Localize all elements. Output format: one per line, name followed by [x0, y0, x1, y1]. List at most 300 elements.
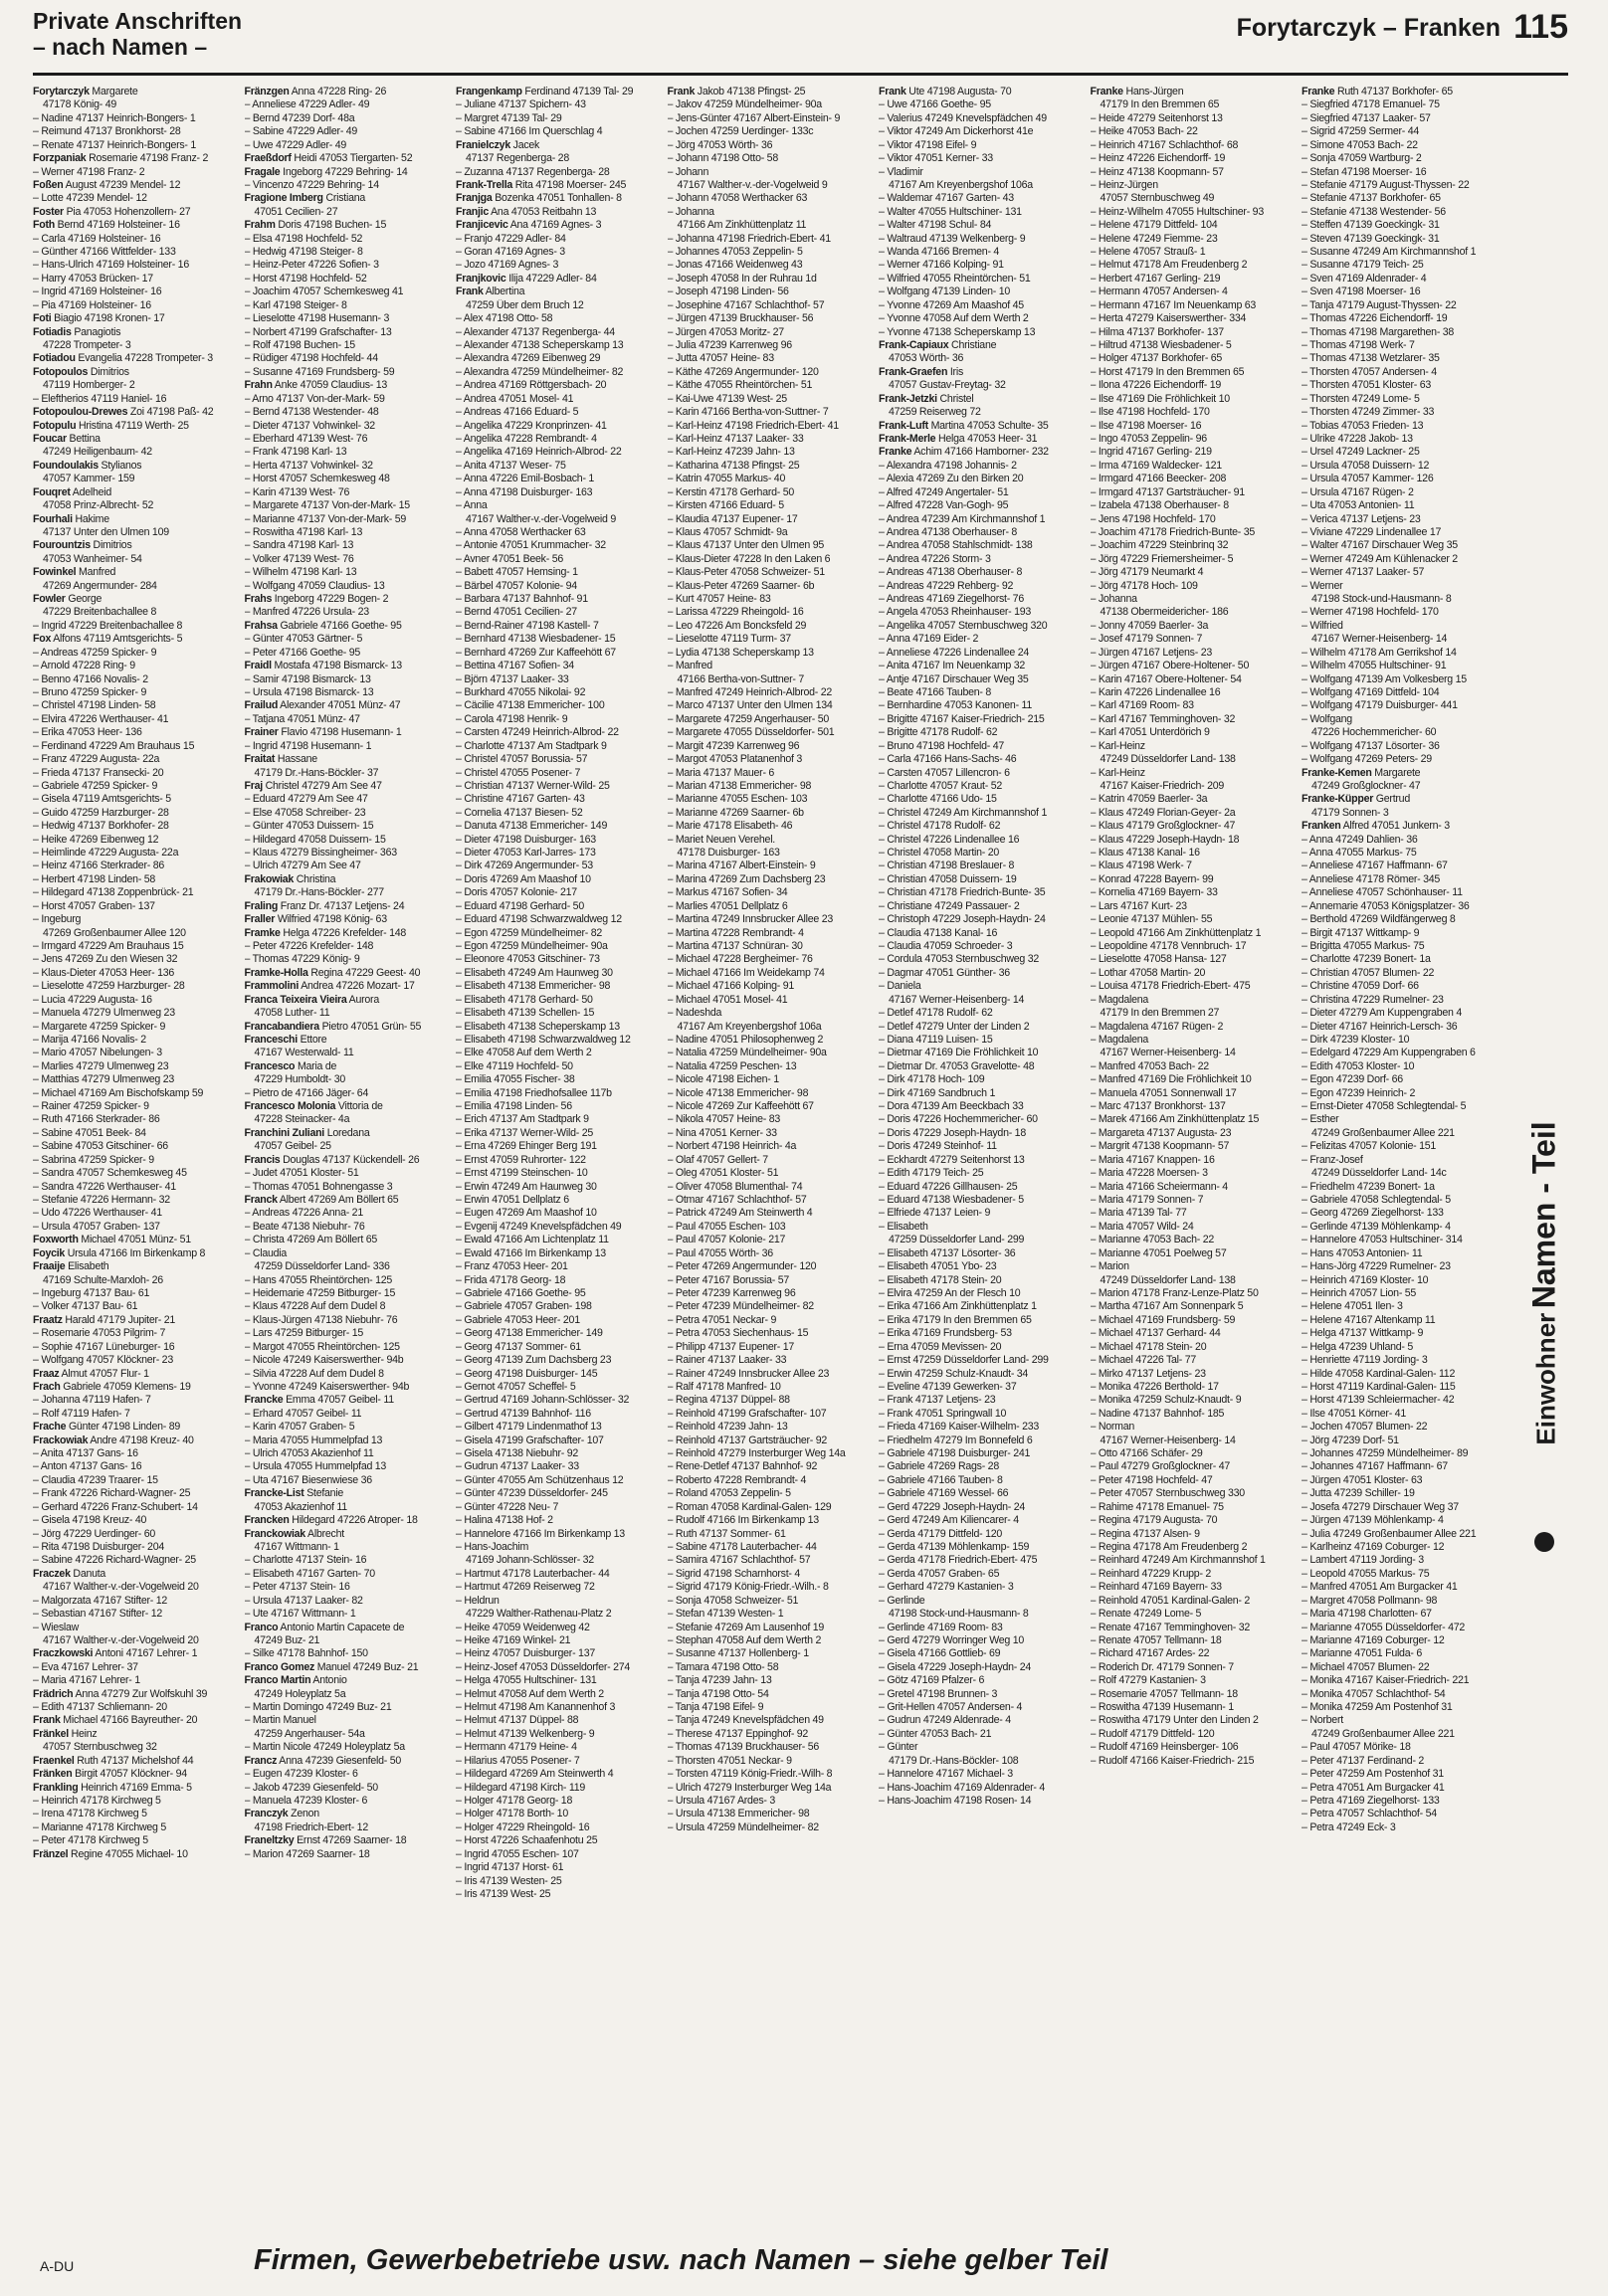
directory-entry: [245, 873, 451, 886]
entry-text: – Sabine 47053 Gitschiner- 66: [33, 1140, 168, 1153]
entry-text: – Karin 47226 Lindenallee 16: [1090, 685, 1221, 698]
entry-text: – Gerda 47179 Dittfeld- 120: [879, 1527, 1002, 1540]
entry-text: Manuel 47249 Buz- 21: [314, 1660, 419, 1673]
entry-text: – Horst 47057 Schemkesweg 48: [244, 473, 390, 485]
entry-text: Heinz: [68, 1727, 98, 1740]
directory-entry: [879, 1167, 1085, 1180]
entry-text: – Stefanie 47137 Borkhofer- 65: [1302, 192, 1441, 205]
entry-text: – Rainer 47259 Spicker- 9: [33, 1100, 149, 1113]
directory-entry: [33, 1728, 239, 1741]
directory-entry: [33, 1060, 239, 1073]
directory-entry: [879, 1755, 1085, 1768]
directory-entry: [245, 393, 451, 406]
entry-text: – Charlotte 47166 Udo- 15: [879, 793, 997, 806]
entry-text: – Roswitha 47179 Unter den Linden 2: [1090, 1714, 1259, 1727]
entry-surname: Franco Gomez: [244, 1660, 315, 1673]
entry-text: – Cordula 47053 Sternbuschweg 32: [879, 953, 1040, 966]
entry-text: – Reimund 47137 Bronkhorst- 28: [33, 125, 181, 138]
directory-entry: [1091, 1741, 1297, 1754]
entry-text: Zoi 47198 Paß- 42: [127, 406, 214, 419]
entry-text: – Sven 47169 Aldenrader- 4: [1302, 272, 1427, 285]
directory-entry: [456, 379, 662, 392]
entry-surname: Frainer: [244, 726, 279, 739]
entry-text: – Christoph 47229 Joseph-Haydn- 24: [879, 913, 1046, 926]
entry-text: – Jürgen 47167 Letjens- 23: [1090, 646, 1212, 659]
entry-text: – Maria 47055 Hummelpfad 13: [244, 1434, 383, 1446]
directory-entry: [245, 953, 451, 966]
directory-entry: [668, 312, 874, 325]
directory-entry: [33, 900, 239, 913]
entry-text: Ferdinand 47139 Tal- 29: [521, 86, 634, 97]
directory-entry: [1302, 1821, 1508, 1834]
entry-surname: Foundoulakis: [33, 459, 99, 472]
entry-text: – Andreas 47166 Eduard- 5: [456, 406, 579, 419]
directory-entry: [33, 1701, 239, 1714]
directory-entry: [668, 1647, 874, 1660]
directory-entry: [245, 1021, 451, 1034]
directory-entry: [1302, 1741, 1508, 1754]
entry-surname: Franke-Kemen: [1302, 766, 1372, 779]
directory-entry: [879, 513, 1085, 526]
entry-text: – Brigitte 47167 Kaiser-Friedrich- 215: [879, 712, 1045, 725]
directory-entry: [245, 1140, 451, 1153]
directory-entry: [456, 299, 662, 312]
directory-entry: [1091, 366, 1297, 379]
entry-text: – Christiane 47249 Passauer- 2: [879, 899, 1020, 912]
directory-entry: [879, 1021, 1085, 1034]
directory-entry: [879, 553, 1085, 566]
side-tab-label: [1526, 1121, 1563, 1444]
directory-entry: [456, 1127, 662, 1140]
directory-entry: [245, 1554, 451, 1567]
directory-entry: [879, 967, 1085, 980]
entry-text: – Stefanie 47269 Am Lausenhof 19: [667, 1621, 825, 1633]
directory-entry: [245, 1808, 451, 1820]
directory-entry: [33, 379, 239, 392]
directory-entry: [1302, 1260, 1508, 1273]
directory-entry: [33, 1501, 239, 1514]
entry-text: – Helene 47057 Strauß- 1: [1090, 246, 1206, 259]
entry-text: – Magdalena: [1090, 1033, 1149, 1046]
directory-entry: [668, 233, 874, 246]
directory-entry: [1302, 994, 1508, 1007]
entry-text: – Christian 47058 Duissern- 19: [879, 872, 1017, 885]
directory-entry: [33, 1460, 239, 1473]
entry-text: – Walter 47055 Hultschiner- 131: [879, 205, 1022, 218]
entry-text: – Frieda 47137 Fransecki- 20: [33, 766, 164, 779]
directory-entry: [456, 807, 662, 820]
entry-text: – Erna 47269 Ehinger Berg 191: [456, 1140, 597, 1153]
directory-entry: [1302, 1755, 1508, 1768]
directory-entry: [879, 1073, 1085, 1086]
directory-entry: [879, 1501, 1085, 1514]
directory-entry: [456, 473, 662, 485]
directory-entry: [456, 740, 662, 753]
directory-entry: [879, 259, 1085, 272]
entry-text: – Egon 47239 Dorf- 66: [1302, 1073, 1403, 1086]
directory-entry: [1302, 139, 1508, 152]
entry-text: – Eberhard 47139 West- 76: [244, 432, 368, 445]
directory-entry: [456, 1447, 662, 1460]
directory-entry: [1302, 1073, 1508, 1086]
entry-text: – Klaus-Peter 47058 Schweizer- 51: [667, 566, 825, 579]
entry-text: – Monika 47057 Schlachthof- 54: [1302, 1687, 1446, 1700]
entry-text: – Jörg 47239 Dorf- 51: [1302, 1434, 1399, 1446]
directory-entry: [668, 286, 874, 298]
directory-entry: [456, 1260, 662, 1273]
directory-entry: [245, 673, 451, 686]
directory-entry: [1302, 393, 1508, 406]
entry-text: – Reinhard 47169 Bayern- 33: [1090, 1581, 1222, 1594]
directory-entry: [33, 1581, 239, 1594]
directory-entry: [879, 699, 1085, 712]
entry-text: – Thomas 47139 Bruckhauser- 56: [667, 1741, 819, 1754]
directory-entry: [245, 1821, 451, 1834]
directory-entry: [456, 620, 662, 633]
directory-entry: [1302, 486, 1508, 499]
entry-text: – Sabine 47051 Beek- 84: [33, 1126, 146, 1139]
entry-text: – Renate 47137 Heinrich-Bongers- 1: [33, 138, 197, 151]
directory-entry: [456, 1701, 662, 1714]
directory-entry: [1091, 1408, 1297, 1421]
entry-text: – Gisela 47138 Niebuhr- 92: [456, 1447, 579, 1460]
entry-text: – Gisela 47198 Kreuz- 40: [33, 1514, 147, 1527]
entry-text: 47167 Werner-Heisenberg- 14: [1311, 633, 1448, 646]
directory-entry: [456, 927, 662, 940]
entry-text: – Ursel 47249 Lackner- 25: [1302, 446, 1420, 459]
directory-entry: [33, 566, 239, 579]
entry-text: – Ursula 47058 Duissern- 12: [1302, 459, 1430, 472]
directory-entry: [33, 1541, 239, 1554]
entry-text: – Sandra 47198 Karl- 13: [244, 539, 354, 552]
entry-text: – Anita 47137 Gans- 16: [33, 1447, 138, 1460]
entry-text: – Gabriele 47058 Schlegtendal- 5: [1302, 1194, 1451, 1207]
entry-text: – Marianne 47269 Saarner- 6b: [667, 806, 804, 819]
directory-entry: [1302, 834, 1508, 847]
entry-text: – Andrea 47058 Stahlschmidt- 138: [879, 539, 1033, 552]
entry-text: – Peter 47137 Ferdinand- 2: [1302, 1754, 1425, 1767]
directory-entry: [1302, 927, 1508, 940]
entry-text: Stylianos: [98, 459, 142, 472]
entry-text: Flavio 47198 Husemann- 1: [278, 726, 402, 739]
directory-entry: [1091, 1007, 1297, 1020]
entry-text: – Käthe 47055 Rheintörchen- 51: [667, 379, 813, 392]
directory-entry: [1302, 953, 1508, 966]
directory-entry: [245, 1354, 451, 1367]
directory-entry: [879, 780, 1085, 793]
directory-entry: [245, 1435, 451, 1447]
directory-entry: [1091, 1608, 1297, 1621]
directory-entry: [1091, 513, 1297, 526]
entry-text: – Bernhardine 47053 Kanonen- 11: [879, 699, 1033, 712]
entry-text: – Christel 47178 Rudolf- 62: [879, 820, 1001, 833]
directory-entry: [33, 713, 239, 726]
entry-text: – Horst 47179 In den Bremmen 65: [1090, 365, 1245, 378]
entry-text: – Wolfgang 47139 Am Volkesberg 15: [1302, 672, 1467, 685]
entry-text: – Gabriele 47057 Graben- 198: [456, 1300, 592, 1313]
directory-entry: [1302, 1795, 1508, 1808]
entry-text: – Stephan 47058 Auf dem Werth 2: [667, 1633, 822, 1646]
entry-text: – Jutta 47239 Schiller- 19: [1302, 1487, 1415, 1500]
entry-surname: Frädrich: [33, 1687, 74, 1700]
directory-entry: [1302, 312, 1508, 325]
directory-entry: [33, 1260, 239, 1273]
directory-entry: [456, 1341, 662, 1354]
entry-text: Margarete: [1371, 766, 1421, 779]
directory-entry: [1302, 686, 1508, 699]
entry-surname: Franjic: [456, 205, 489, 218]
entry-text: – Paul 47055 Wörth- 36: [667, 1246, 773, 1259]
directory-entry: [668, 620, 874, 633]
entry-text: Stefanie: [303, 1487, 344, 1500]
directory-entry: [1302, 873, 1508, 886]
directory-entry: [879, 1181, 1085, 1194]
directory-entry: [245, 1394, 451, 1407]
directory-entry: [245, 1701, 451, 1714]
directory-entry: [879, 1608, 1085, 1621]
directory-entry: [33, 446, 239, 459]
entry-text: – Beate 47166 Tauben- 8: [879, 685, 992, 698]
directory-entry: [1091, 1154, 1297, 1167]
entry-text: – Heidemarie 47259 Bitburger- 15: [244, 1286, 396, 1299]
directory-entry: [1091, 1221, 1297, 1234]
directory-entry: [245, 807, 451, 820]
directory-entry: [879, 1554, 1085, 1567]
directory-entry: [1302, 526, 1508, 539]
entry-text: – Gudrun 47249 Aldenrade- 4: [879, 1714, 1011, 1727]
directory-entry: [33, 339, 239, 352]
directory-entry: [33, 1341, 239, 1354]
entry-text: – Ingeburg: [33, 913, 82, 926]
entry-text: 47167 Kaiser-Friedrich- 209: [1100, 779, 1225, 792]
entry-text: 47226 Hochemmericher- 60: [1311, 726, 1437, 739]
entry-text: – Martha 47167 Am Sonnenpark 5: [1090, 1300, 1244, 1313]
directory-entry: [245, 1647, 451, 1660]
entry-text: – Christine 47059 Dorf- 66: [1302, 980, 1419, 993]
entry-text: 47169 Schulte-Marxloh- 26: [43, 1273, 163, 1286]
entry-text: – Sonja 47058 Schweizer- 51: [667, 1594, 799, 1607]
directory-entry: [668, 1821, 874, 1834]
entry-text: – Sandra 47226 Werthauser- 41: [33, 1180, 176, 1193]
directory-entry: [456, 606, 662, 619]
entry-text: – Wolfgang: [1302, 712, 1352, 725]
entry-text: – Ingrid 47167 Gerling- 219: [1090, 446, 1212, 459]
entry-text: – Jutta 47057 Heine- 83: [667, 352, 774, 365]
directory-entry: [879, 726, 1085, 739]
directory-entry: [879, 1087, 1085, 1100]
entry-text: – Irmgard 47229 Am Brauhaus 15: [33, 940, 184, 952]
entry-text: – Annemarie 47053 Königsplatzer- 36: [1302, 899, 1470, 912]
entry-text: Dimitrios: [90, 539, 132, 552]
entry-text: – Cäcilie 47138 Emmericher- 100: [456, 699, 605, 712]
directory-entry: [1091, 1622, 1297, 1634]
entry-text: 47179 Dr.-Hans-Böckler- 37: [254, 766, 379, 779]
entry-text: – Monika 47167 Kaiser-Friedrich- 221: [1302, 1674, 1470, 1687]
entry-text: – Michael 47228 Bergheimer- 76: [667, 953, 813, 966]
entry-surname: Frank: [33, 1714, 61, 1727]
entry-text: – Leopold 47055 Markus- 75: [1302, 1567, 1430, 1580]
column-7: [1302, 86, 1513, 2202]
directory-entry: [33, 526, 239, 539]
directory-entry: [668, 259, 874, 272]
directory-entry: [1091, 460, 1297, 473]
directory-entry: [668, 873, 874, 886]
entry-text: – Samira 47167 Schlachthof- 57: [667, 1554, 811, 1567]
entry-text: – Marianne 47055 Eschen- 103: [667, 793, 808, 806]
directory-entry: [668, 379, 874, 392]
entry-text: – Dieter 47279 Am Kuppengraben 4: [1302, 1007, 1463, 1020]
directory-entry: [33, 246, 239, 259]
entry-text: – Marion: [1090, 1260, 1129, 1273]
directory-entry: [879, 286, 1085, 298]
entry-text: – Henriette 47119 Jording- 3: [1302, 1354, 1428, 1367]
entry-text: – Wolfgang 47179 Duisburger- 441: [1302, 699, 1458, 712]
entry-text: – Martina 47228 Rembrandt- 4: [667, 926, 804, 939]
directory-entry: [33, 1113, 239, 1126]
directory-entry: [1302, 820, 1508, 833]
directory-entry: [1302, 125, 1508, 138]
directory-entry: [33, 847, 239, 860]
directory-entry: [245, 1127, 451, 1140]
entry-text: – Zuzanna 47137 Regenberga- 28: [456, 165, 610, 178]
directory-entry: [668, 299, 874, 312]
directory-entry: [245, 1034, 451, 1047]
entry-text: – Hermann 47167 Im Neuenkamp 63: [1090, 298, 1257, 311]
entry-text: – Klaus 47179 Großglockner- 47: [1090, 820, 1236, 833]
directory-entry: [668, 1194, 874, 1207]
entry-text: – Marianne 47137 Von-der-Mark- 59: [244, 512, 407, 525]
entry-text: – Gabriele 47166 Tauben- 8: [879, 1473, 1003, 1486]
entry-text: – Franz 47229 Augusta- 22a: [33, 753, 160, 766]
entry-text: – Elisabeth 47138 Scheperskamp 13: [456, 1020, 620, 1033]
directory-entry: [1091, 713, 1297, 726]
directory-entry: [245, 606, 451, 619]
entry-text: Emma 47057 Geibel- 11: [283, 1394, 394, 1407]
directory-entry: [1302, 433, 1508, 446]
directory-entry: [456, 1782, 662, 1795]
entry-text: – Tanja 47179 August-Thyssen- 22: [1302, 298, 1457, 311]
directory-entry: [668, 486, 874, 499]
entry-text: – Lydia 47138 Scheperskamp 13: [667, 646, 814, 659]
entry-text: – Angela 47053 Rheinhauser- 193: [879, 606, 1032, 619]
entry-text: – Sonja 47059 Wartburg- 2: [1302, 152, 1422, 165]
entry-text: – Dietmar 47169 Die Fröhlichkeit 10: [879, 1047, 1039, 1059]
entry-text: – Rainer 47249 Innsbrucker Allee 23: [667, 1367, 830, 1380]
entry-text: – Peter 47137 Stein- 16: [244, 1581, 350, 1594]
page-range: Forytarczyk – Franken: [1236, 14, 1501, 42]
directory-entry: [245, 1460, 451, 1473]
directory-entry: [1091, 1087, 1297, 1100]
directory-entry: [33, 1274, 239, 1287]
entry-text: – Heike 47053 Bach- 22: [1090, 125, 1198, 138]
entry-text: – Elvira 47226 Werthauser- 41: [33, 712, 169, 725]
directory-entry: [456, 1622, 662, 1634]
directory-entry: [245, 125, 451, 138]
entry-text: 47167 Westerwald- 11: [254, 1047, 354, 1059]
entry-text: – Klaus-Dieter 47228 In den Laken 6: [667, 552, 831, 565]
directory-entry: [668, 446, 874, 459]
directory-entry: [668, 1154, 874, 1167]
directory-entry: [1091, 1514, 1297, 1527]
entry-surname: Fränkel: [33, 1727, 69, 1740]
directory-entry: [245, 233, 451, 246]
directory-entry: [33, 1207, 239, 1220]
page-number: 115: [1513, 8, 1568, 46]
directory-entry: [1302, 420, 1508, 433]
directory-entry: [1091, 1595, 1297, 1608]
directory-entry: [879, 1234, 1085, 1246]
entry-text: – Katharina 47138 Pfingst- 25: [667, 459, 800, 472]
directory-entry: [879, 473, 1085, 485]
directory-entry: [245, 1274, 451, 1287]
entry-surname: Fouqret: [33, 485, 71, 498]
entry-surname: Frank-Trella: [456, 178, 513, 191]
directory-entry: [456, 647, 662, 660]
entry-text: – Pia 47169 Holsteiner- 16: [33, 298, 151, 311]
entry-text: – Wolfgang 47137 Lösorter- 36: [1302, 739, 1440, 752]
entry-text: Regine 47055 Michael- 10: [68, 1847, 188, 1860]
entry-text: – Babett 47057 Hemsing- 1: [456, 566, 578, 579]
directory-entry: [1091, 886, 1297, 899]
entry-text: – Wolfgang 47057 Klöckner- 23: [33, 1354, 173, 1367]
directory-entry: [1302, 98, 1508, 111]
directory-entry: [668, 967, 874, 980]
directory-entry: [668, 1221, 874, 1234]
directory-entry: [245, 1154, 451, 1167]
entry-surname: Fowler: [33, 593, 66, 606]
directory-entry: [879, 1768, 1085, 1781]
directory-entry: [879, 1060, 1085, 1073]
directory-entry: [1091, 1728, 1297, 1741]
directory-entry: [245, 1608, 451, 1621]
directory-entry: [668, 112, 874, 125]
entry-text: – Rolf 47279 Kastanien- 3: [1090, 1674, 1206, 1687]
directory-entry: [1302, 980, 1508, 993]
entry-text: – Tatjana 47051 Münz- 47: [244, 712, 360, 725]
directory-entry: [33, 553, 239, 566]
directory-entry: [1302, 1554, 1508, 1567]
directory-entry: [33, 620, 239, 633]
directory-entry: [456, 1487, 662, 1500]
directory-entry: [33, 660, 239, 672]
entry-text: – Detlef 47178 Rudolf- 62: [879, 1007, 993, 1020]
directory-entry: [1091, 1260, 1297, 1273]
entry-text: – Thomas 47226 Eichendorff- 19: [1302, 312, 1448, 325]
entry-text: Albert 47269 Am Böllert 65: [277, 1194, 399, 1207]
entry-text: – Peter 47226 Krefelder- 148: [244, 940, 374, 952]
directory-entry: [1091, 793, 1297, 806]
entry-surname: Francz: [244, 1754, 278, 1767]
entry-surname: Fraeßdorf: [244, 152, 292, 165]
entry-text: – Steffen 47139 Goeckingk- 31: [1302, 219, 1440, 232]
entry-text: – Anneliese 47226 Lindenallee 24: [879, 646, 1030, 659]
directory-entry: [33, 994, 239, 1007]
directory-entry: [33, 233, 239, 246]
entry-text: – Johanna: [1090, 593, 1137, 606]
entry-text: – Nicole 47198 Eichen- 1: [667, 1073, 779, 1086]
entry-text: Antonio: [310, 1674, 347, 1687]
entry-text: – Hannelore 47167 Michael- 3: [879, 1768, 1013, 1781]
directory-entry: [668, 1622, 874, 1634]
entry-text: – Nadine 47137 Bahnhof- 185: [1090, 1407, 1225, 1420]
entry-text: – Alexia 47269 Zu den Birken 20: [879, 473, 1024, 485]
directory-entry: [668, 526, 874, 539]
entry-text: – Siegfried 47178 Emanuel- 75: [1302, 98, 1440, 111]
entry-text: – Christian 47137 Werner-Wild- 25: [456, 779, 610, 792]
entry-text: – Kurt 47057 Heine- 83: [667, 593, 771, 606]
entry-text: – Johanna: [667, 205, 714, 218]
entry-text: – Gretel 47198 Brunnen- 3: [879, 1687, 998, 1700]
